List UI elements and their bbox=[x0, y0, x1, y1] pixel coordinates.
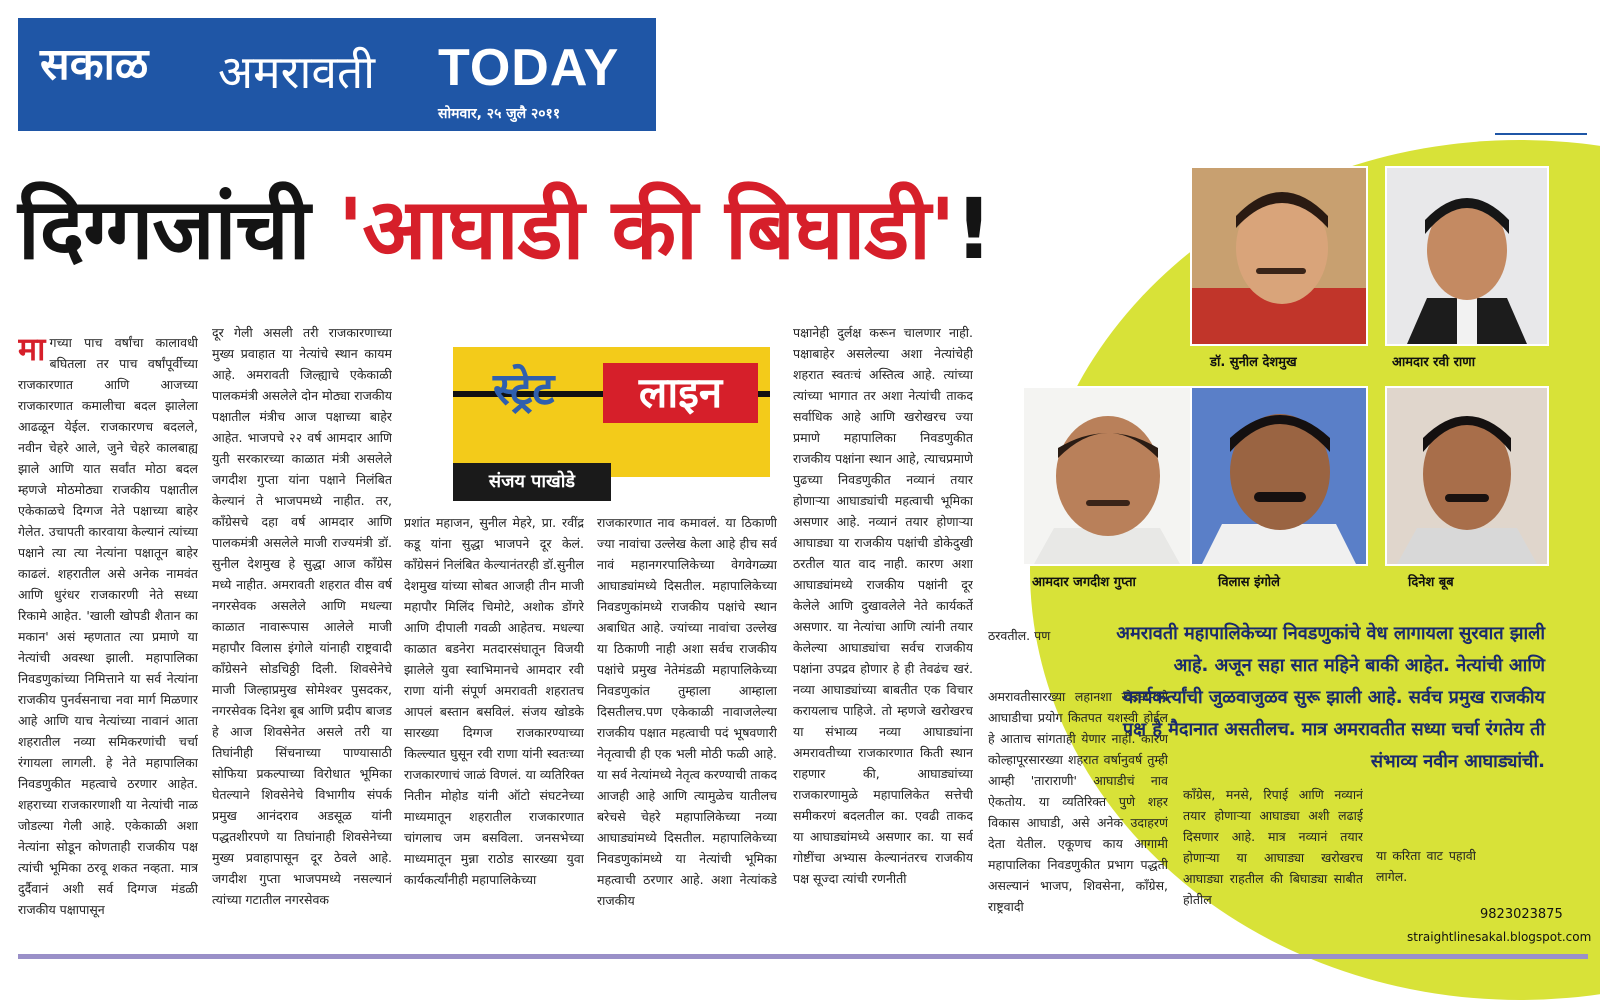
masthead-today: TODAY bbox=[438, 39, 620, 97]
article-column-5: पक्षानेही दुर्लक्ष करून चालणार नाही. पक्षाबाहेर असलेल्या अशा नेत्यांचेही शहरात स्वतःचं अस्तित्व आहे. त्यांच्या त्यांच्या भागात तर अशा नेत्यांची ताकद सर्वाधिक आहे आणि खरोखरच ज्या प्रमाणे महापालिका निवडणुकीत राजकीय पक्षांना स्थान आहे, त्याचप्रमाणे पुढच्या निवडणुकीत नव्यानं तयार होणाऱ्या आघाड्यांची महत्वाची भूमिका असणार आहे. नव्यानं तयार होणाऱ्या आघाड्या या राजकीय पक्षांची डोकेदुखी ठरतील यात वाद नाही. कारण अशा आघाड्यांमध्ये राजकीय पक्षांनी दूर केलेले आणि दुखावलेले नेते कार्यकर्ते असणार. या नेत्यांचा आणि त्यांनी तयार केलेल्या आघाड्यांचा सर्वच राजकीय पक्षांना उपद्रव होणार हे ही तेवढंच खरं. नव्या आघाड्यांच्या बाबतीत एक विचार करायलाच पाहिजे. तो म्हणजे खरोखरच या संभाव्य नव्या आघाड्यांना अमरावतीच्या राजकारणात किती स्थान राहणार की, आघाड्यांच्या राजकारणामुळे महापालिकेत सत्तेची समीकरणं बदलतील का. एवढी ताकद या आघाड्यांमध्ये असणार का. या सर्व गोष्टींचा अभ्यास केल्यानंतरच राजकीय पक्ष सूज्दा त्यांची रणनीती bbox=[793, 325, 973, 886]
photo-jagdish-gupta bbox=[1022, 386, 1192, 566]
masthead bbox=[18, 18, 656, 131]
article-column-2: दूर गेली असली तरी राजकारणाच्या मुख्य प्रवाहात या नेत्यांचे स्थान कायम आहे. अमरावती जिल्ह्याचे एकेकाळी पालकमंत्री असलेले दोन मोठ्या राजकीय पक्षातील मंत्रीच आज पक्षाच्या बाहेर आहेत. भाजपचे २२ वर्ष आमदार आणि युती सरकारच्या काळात मंत्री असलेले जगदीश गुप्ता यांना पक्षाने निलंबित केल्यानं ते भाजपमध्ये नाहीत. तर, काँग्रेसचे दहा वर्ष आमदार आणि पालकमंत्री असलेले माजी राज्यमंत्री डॉ. सुनील देशमुख हे सुद्धा आज काँग्रेस मध्ये नाहीत. अमरावती शहरात वीस वर्ष नगरसेवक असलेले आणि मधल्या काळात नावारूपास आलेले माजी महापौर विलास इंगोले यांनाही राष्ट्रवादी काँग्रेसने सोडचिठ्ठी दिली. शिवसेनेचे माजी जिल्हाप्रमुख सोमेश्वर पुसदकर, नगरसेवक दिनेश बूब आणि प्रदीप बाजड हे आज शिवसेनेत असले तरी या तिघांनीही सिंचनाच्या पाण्यासाठी सोफिया प्रकल्पाच्या विरोधात भूमिका घेतल्याने शिवसेनेचे विभागीय संपर्क प्रमुख आनंदराव अडसूळ यांनी पद्धतशीरपणे या तिघांनाही शिवसेनेच्या मुख्य प्रवाहापासून दूर ठेवले आहे. जगदीश गुप्ता भाजपमध्ये नसल्यानं त्यांच्या गटातील नगरसेवक bbox=[212, 325, 392, 907]
footer-phone: 9823023875 bbox=[1480, 907, 1563, 922]
headline bbox=[18, 168, 992, 283]
footer-blog: straightlinesakal.blogspot.com bbox=[1407, 930, 1592, 944]
photo-dinesh-boob bbox=[1385, 386, 1549, 566]
caption-jagdish-gupta: आमदार जगदीश गुप्ता bbox=[1032, 575, 1136, 590]
caption-ravi-rana: आमदार रवी राणा bbox=[1392, 355, 1476, 370]
article-column-6a: ठरवतील. पण bbox=[988, 628, 1051, 643]
headline-part1: दिग्गजांची bbox=[18, 180, 310, 278]
caption-sunil-deshmukh: डॉ. सुनील देशमुख bbox=[1210, 355, 1297, 370]
portrait-icon bbox=[1192, 168, 1366, 344]
photo-ravi-rana bbox=[1385, 166, 1549, 346]
column-author: संजय पाखोडे bbox=[453, 463, 611, 501]
caption-vilas-ingole: विलास इंगोले bbox=[1218, 575, 1280, 590]
bottom-rule bbox=[18, 954, 1588, 959]
logo-line: लाइन bbox=[603, 363, 758, 423]
logo-straight: स्ट्रेट bbox=[493, 364, 555, 415]
article-column-7: काँग्रेस, मनसे, रिपाई आणि नव्यानं तयार होणाऱ्या आघाड्या अशी लढाई दिसणार आहे. मात्र नव्यानं तयार होणाऱ्या या आघाड्या खरोखरच आघाड्या राहतील की बिघाड्या साबीत होतील bbox=[1183, 787, 1363, 907]
portrait-icon bbox=[1024, 388, 1190, 564]
article-column-1 bbox=[18, 332, 198, 922]
portrait-icon bbox=[1387, 168, 1547, 344]
masthead-city: अमरावती bbox=[218, 45, 376, 99]
photo-sunil-deshmukh bbox=[1190, 166, 1368, 346]
masthead-logo: सकाळ bbox=[40, 39, 149, 90]
summary-blurb: अमरावती महापालिकेच्या निवडणुकांचे वेध लागायला सुरवात झाली आहे. अजून सहा सात महिने बाकी आहेत. नेत्यांची आणि कार्यकर्त्यांची जुळवाजुळव सुरू झाली आहे. सर्वच प्रमुख राजकीय पक्ष हे मैदानात असतीलच. मात्र अमरावतीत सध्या चर्चा रंगतेय ती संभाव्य नवीन आघाड्यांची. bbox=[1116, 623, 1545, 772]
article-column-8: या करिता वाट पहावी लागेल. bbox=[1376, 848, 1476, 884]
masthead-date: सोमवार, २५ जुलै २०११ bbox=[438, 106, 561, 122]
portrait-icon bbox=[1192, 388, 1366, 564]
column-1-text: गच्या पाच वर्षांचा कालावधी बघितला तर पाच वर्षांपूर्वीच्या राजकारणात आणि आजच्या राजकारणात कमालीचा बदल झालेला आढळून येईल. राजकारणच बदलले, नवीन चेहरे आले, जुने चेहरे कालबाह्य झाले आणि यात सर्वांत मोठा बदल म्हणजे मोठमोठ्या राजकीय पक्षातील एकेकाळचे दिग्गज नेते पक्षाच्या बाहेर गेलेत. उचापती कारवाया केल्यानं त्यांच्या पक्षाने त्या त्या नेत्यांना पक्षातून बाहेर काढलं. शहरातील असे अनेक नामवंत आणि धुरंधर राजकारणी नेते सध्या रिकामे आहेत. 'खाली खोपडी शैतान का मकान' असं म्हणतात त्या प्रमाणे या नेत्यांची अवस्था झाली. महापालिका निवडणुकांच्या निमित्ताने या सर्व नेत्यांना राजकीय पुनर्वसनाचा नवा मार्ग मिळणार आहे आणि याच नेत्यांच्या नावानं आता शहरातील नव्या समिकरणांची चर्चा रंगायला लागली. हे नेते महापालिका निवडणुकीत महत्वाचे ठरणार आहेत. शहराच्या राजकारणाशी या नेत्यांची नाळ जोडल्या गेली आहे. एकेकाळी अशा नेत्यांना सोडून कोणताही राजकीय पक्ष त्यांची भूमिका ठरवू शकत नव्हता. मात्र दुर्दैवानं अशी सर्व दिग्गज मंडळी राजकीय पक्षापासून bbox=[18, 335, 198, 917]
article-column-6b: अमरावतीसारख्या लहानशा खेड्यामध्ये आघाडीचा प्रयोग कितपत यशस्वी होईल हे आताच सांगताही येणार नाही. कारण कोल्हापूरसारख्या शहरात वर्षानुवर्ष तुम्ही आम्ही 'ताराराणी' आघाडीचं नाव ऐकतोय. या व्यतिरिक्त पुणे शहर विकास आघाडी, असे अनेक उदाहरणं देता येतील. एकूणच काय आगामी महापालिका निवडणुकीत प्रभाग पद्धती असल्यानं भाजप, शिवसेना, काँग्रेस, राष्ट्रवादी bbox=[988, 689, 1168, 914]
article-column-4: राजकारणात नाव कमावलं. या ठिकाणी ज्या नावांचा उल्लेख केला आहे हीच सर्व नावं महानगरपालिकेच्या वेगवेगळ्या आघाड्यांमध्ये दिसतील. महापालिकेच्या निवडणुकांमध्ये राजकीय पक्षांचे स्थान अबाधित आहे. ज्यांच्या नावांचा उल्लेख या ठिकाणी नाही अशा सर्वच राजकीय पक्षांचे प्रमुख नेतेमंडळी महापालिकेच्या निवडणुकांत तुम्हाला आम्हाला दिसतीलच.पण एकेकाळी नावाजलेल्या राजकीय पक्षात महत्वाची पदं भूषवणारी नेतृत्वाची ही एक भली मोठी फळी आहे. या सर्व नेत्यांमध्ये नेतृत्व करण्याची ताकद आजही आहे आणि त्यामुळेच यातीलच बरेचसे चेहरे महापालिकेच्या नव्या आघाड्यांमध्ये दिसतील. महापालिकेच्या निवडणुकांमध्ये या नेत्यांची भूमिका महत्वाची ठरणार आहे. अशा नेत्यांकडे राजकीय bbox=[597, 515, 777, 908]
photo-vilas-ingole bbox=[1190, 386, 1368, 566]
portrait-icon bbox=[1387, 388, 1547, 564]
top-rule bbox=[1495, 133, 1587, 135]
headline-part3: ! bbox=[954, 180, 992, 278]
column-logo bbox=[453, 347, 770, 477]
caption-dinesh-boob: दिनेश बूब bbox=[1408, 575, 1454, 590]
headline-part2: 'आघाडी की बिघाडी' bbox=[337, 180, 955, 278]
article-column-3: प्रशांत महाजन, सुनील मेहरे, प्रा. रवींद्र कडू यांना सुद्धा भाजपने दूर केलं. काँग्रेसनं निलंबित केल्यानंतरही डॉ.सुनील देशमुख यांच्या सोबत आजही तीन माजी महापौर मिलिंद चिमोटे, अशोक डोंगरे आणि दीपाली गवळी आहेतच. मधल्या काळात बडनेरा मतदारसंघातून विजयी झालेले युवा स्वाभिमानचे आमदार रवी राणा यांनी संपूर्ण अमरावती शहरातच आपलं बस्तान बसविलं. संजय खोडके सारख्या दिग्गज राजकारण्याच्या किल्ल्यात घुसून रवी राणा यांनी स्वतःच्या राजकारणाचं जाळं विणलं. या व्यतिरिक्त नितीन मोहोड यांनी ऑटो संघटनेच्या माध्यमातून शहरातील राजकारणात चांगलाच जम बसविला. जनसभेच्या माध्यमातून मुन्ना राठोड सारख्या युवा कार्यकर्त्यांनीही महापालिकेच्या bbox=[404, 515, 584, 887]
dropcap: मा bbox=[18, 332, 46, 368]
